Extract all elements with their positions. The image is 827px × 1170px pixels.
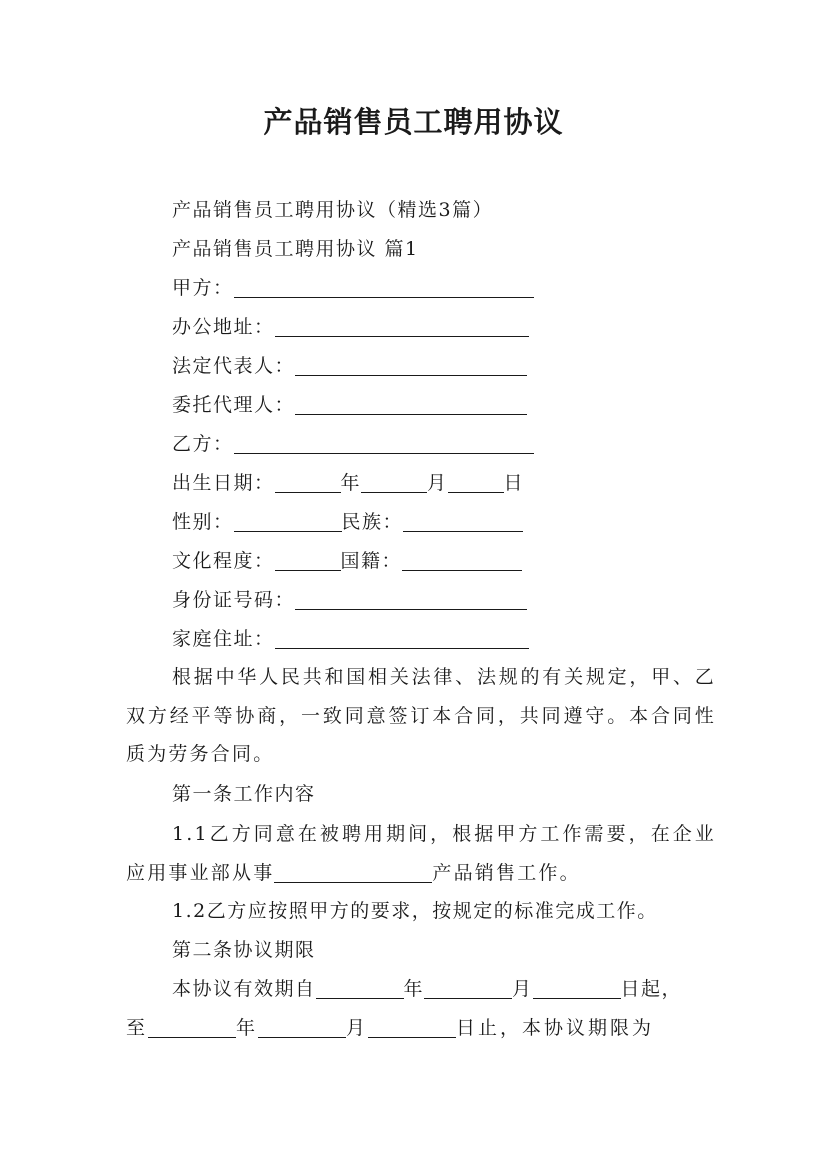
id-number-label: 身份证号码：	[172, 589, 296, 611]
party-a-label: 甲方：	[172, 277, 234, 299]
clause-1-1-text-a: 1.1乙方同意在被聘用期间，根据甲方工作需要，在企业应用事业部从事	[126, 823, 716, 884]
article-1-title: 第一条工作内容	[172, 783, 316, 805]
education-label: 文化程度：	[172, 550, 275, 572]
clause-1-1-blank	[274, 862, 432, 883]
gender-blank	[234, 511, 342, 532]
birth-row	[172, 468, 524, 498]
term-end-year-label: 年	[236, 1017, 259, 1039]
clause-1-1-text-b: 产品销售工作。	[432, 861, 581, 884]
agent-blank	[295, 394, 527, 415]
term-end-to-label: 至	[126, 1017, 149, 1039]
term-end-row	[126, 1013, 654, 1043]
office-address-label: 办公地址：	[172, 316, 275, 338]
id-number-blank	[295, 589, 527, 610]
term-end-year-blank	[148, 1017, 236, 1038]
birth-month-blank	[361, 472, 427, 493]
term-start-year-label: 年	[403, 978, 425, 1000]
term-end-label: 日止，本协议期限为	[456, 1017, 655, 1039]
birth-day-label: 日	[503, 472, 525, 494]
term-end-month-label: 月	[346, 1017, 369, 1039]
office-address-row	[172, 312, 529, 342]
term-start-day-label: 日起，	[620, 978, 683, 1000]
education-row	[172, 546, 522, 576]
agent-label: 委托代理人：	[172, 394, 296, 416]
term-end-month-blank	[258, 1017, 346, 1038]
ethnicity-blank	[403, 511, 523, 532]
birth-month-label: 月	[427, 472, 448, 494]
legal-rep-blank	[295, 355, 527, 376]
clause-1-1	[126, 815, 716, 892]
document-title: 产品销售员工聘用协议	[263, 105, 564, 139]
home-address-label: 家庭住址：	[172, 628, 275, 650]
term-start-year-blank	[316, 978, 404, 999]
article-2-title: 第二条协议期限	[172, 939, 316, 961]
chapter-heading: 产品销售员工聘用协议 篇1	[172, 238, 419, 260]
legal-rep-label: 法定代表人：	[172, 355, 296, 377]
birth-year-label: 年	[340, 472, 362, 494]
nationality-blank	[402, 550, 522, 571]
intro-paragraph: 根据中华人民共和国相关法律、法规的有关规定，甲、乙双方经平等协商，一致同意签订本合同，共同遵守。本合同性质为劳务合同。	[126, 666, 716, 765]
birth-year-blank	[275, 472, 341, 493]
subtitle: 产品销售员工聘用协议（精选3篇）	[172, 199, 494, 221]
nationality-label: 国籍：	[340, 550, 403, 572]
agent-row	[172, 390, 527, 420]
party-a-row	[172, 273, 534, 303]
term-start-row	[172, 974, 682, 1004]
education-blank	[275, 550, 341, 571]
gender-row	[172, 507, 523, 537]
ethnicity-label: 民族：	[341, 511, 404, 533]
term-start-label: 本协议有效期自	[172, 978, 316, 1000]
term-end-day-blank	[368, 1017, 456, 1038]
home-address-row	[172, 624, 529, 654]
birth-day-blank	[448, 472, 504, 493]
term-start-day-blank	[533, 978, 621, 999]
clause-1-2: 1.2乙方应按照甲方的要求，按规定的标准完成工作。	[172, 900, 658, 922]
party-b-label: 乙方：	[172, 433, 234, 455]
home-address-blank	[275, 628, 529, 649]
term-start-month-blank	[424, 978, 512, 999]
id-number-row	[172, 585, 527, 615]
term-start-month-label: 月	[512, 978, 533, 1000]
party-b-blank	[234, 433, 534, 454]
legal-rep-row	[172, 351, 527, 381]
party-b-row	[172, 429, 534, 459]
gender-label: 性别：	[172, 511, 234, 533]
birth-label: 出生日期：	[172, 472, 275, 494]
office-address-blank	[275, 316, 529, 337]
party-a-blank	[234, 277, 534, 298]
